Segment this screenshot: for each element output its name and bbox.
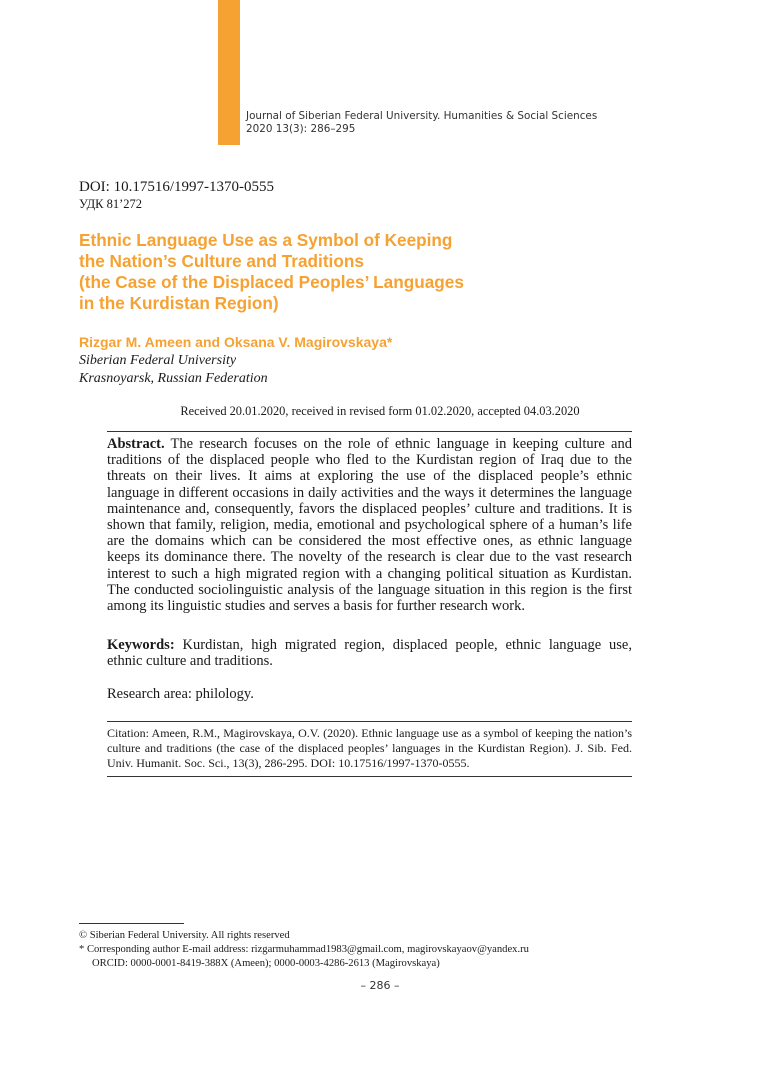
title-line: Ethnic Language Use as a Symbol of Keeping [79, 230, 453, 250]
footnote-orcid: ORCID: 0000-0001-8419-388X (Ameen); 0000-0003-4286-2613 (Magirovskaya) [92, 958, 440, 969]
keywords-text: Kurdistan, high migrated region, displaced people, ethnic language use, ethnic culture and traditions. [107, 637, 632, 670]
journal-issue: 2020 13(3): 286–295 [246, 123, 356, 135]
research-area: Research area: philology. [107, 686, 254, 702]
abstract-label: Abstract. [107, 436, 165, 452]
keywords [107, 637, 632, 669]
journal-name: Journal of Siberian Federal University. Humanities & Social Sciences [246, 110, 598, 122]
abstract [107, 436, 632, 614]
footnote-rule [79, 923, 184, 924]
citation-top-rule [107, 721, 632, 722]
footnote-corresponding: * Corresponding author E-mail address: rizgarmuhammad1983@gmail.com, magirovskayaov@yandex.ru [79, 944, 529, 955]
accent-bar [218, 0, 240, 145]
received-dates: Received 20.01.2020, received in revised form 01.02.2020, accepted 04.03.2020 [180, 404, 580, 418]
keywords-label: Keywords: [107, 637, 175, 653]
authors: Rizgar M. Ameen and Oksana V. Magirovskaya* [79, 334, 393, 350]
affiliation-university: Siberian Federal University [79, 353, 237, 368]
udk: УДК 81’272 [79, 197, 142, 211]
abstract-top-rule [107, 431, 632, 432]
title-line: the Nation’s Culture and Traditions [79, 251, 364, 271]
page-number: – 286 – [360, 979, 400, 992]
citation-bottom-rule [107, 776, 632, 777]
article-title [79, 230, 519, 314]
affiliation-location: Krasnoyarsk, Russian Federation [79, 371, 268, 386]
journal-header [246, 110, 597, 136]
footnote-copyright: © Siberian Federal University. All rights reserved [79, 930, 290, 941]
doi[interactable]: DOI: 10.17516/1997-1370-0555 [79, 179, 274, 195]
citation: Citation: Ameen, R.M., Magirovskaya, O.V. (2020). Ethnic language use as a symbol of keeping the nation’s culture and traditions (the case of the displaced peoples’ languages in the Kurdistan Region). J. Sib. Fed. Univ. Humanit. Soc. Sci., 13(3), 286-295. DOI: 10.17516/1997-1370-0555. [107, 726, 632, 771]
title-line: (the Case of the Displaced Peoples’ Languages [79, 272, 464, 292]
abstract-text: The research focuses on the role of ethnic language in keeping culture and traditions of the displaced people who fled to the Kurdistan region of Iraq due to the threats on their lives. It aims at exploring the use of the displaced people’s ethnic language in different occasions in daily activities and the ways it determines the language maintenance and, consequently, favors the displaced peoples’ culture and traditions. It is shown that family, religion, media, emotional and psychological sphere of a human’s life are the domains which can be considered the most effective ones, as ethnic language keeps its dominance there. The novelty of the research is clear due to the vast research interest to such a high migrated region with a changing political situation as Kurdistan. The conducted sociolinguistic analysis of the language situation in this region is the first among its linguistic studies and serves a basis for further research work. [107, 436, 632, 615]
title-line: in the Kurdistan Region) [79, 293, 279, 313]
